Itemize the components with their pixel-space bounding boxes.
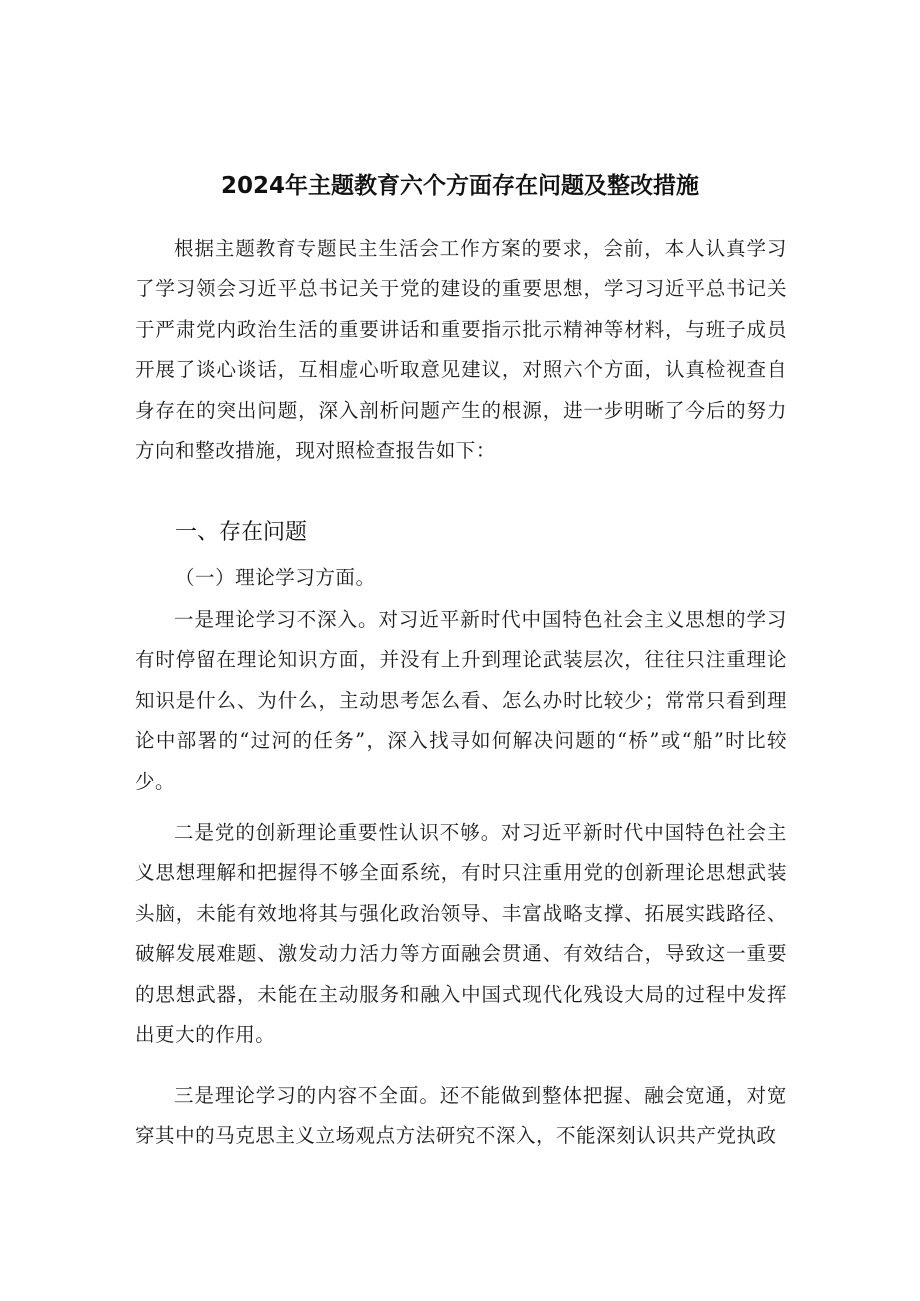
problem-paragraph-3: 三是理论学习的内容不全面。还不能做到整体把握、融会宽通，对宽穿其中的马克思主义立场观点方法研究不深入，不能深刻认识共产党执政 — [135, 1084, 787, 1148]
document-title: 2024年主题教育六个方面存在问题及整改措施 — [220, 173, 699, 199]
intro-block — [135, 229, 787, 471]
problem-paragraph-block — [135, 600, 787, 802]
problem-paragraph-block — [135, 1076, 787, 1157]
intro-paragraph: 根据主题教育专题民主生活会工作方案的要求，会前，本人认真学习了学习领会习近平总书记关于党的建设的重要思想，学习习近平总书记关于严肃党内政治生活的重要讲话和重要指示批示精神等材料，与班子成员开展了谈心谈话，互相虚心听取意见建议，对照六个方面，认真检视查自身存在的突出问题，深入剖析问题产生的根源，进一步明晰了今后的努力方向和整改措施，现对照检查报告如下： — [135, 237, 787, 463]
problem-paragraph-2: 二是党的创新理论重要性认识不够。对习近平新时代中国特色社会主义思想理解和把握得不够全面系统，有时只注重用党的创新理论思想武装头脑，未能有效地将其与强化政治领导、丰富战略支撑、拓展实践路径、破解发展难题、激发动力活力等方面融会贯通、有效结合，导致这一重要的思想武器，未能在主动服务和融入中国式现代化残设大局的过程中发挥出更大的作用。 — [135, 821, 787, 1047]
problem-paragraph-block — [135, 813, 787, 1055]
subsection-heading: （一）理论学习方面。 — [175, 566, 376, 589]
section-heading: 一、存在问题 — [175, 520, 308, 545]
problem-paragraph-1: 一是理论学习不深入。对习近平新时代中国特色社会主义思想的学习有时停留在理论知识方面，并没有上升到理论武装层次，往往只注重理论知识是什么、为什么，主动思考怎么看、怎么办时比较少；常常只看到理论中部署的“过河的任务”，深入找寻如何解决问题的“桥”或“船”时比较少。 — [135, 608, 787, 793]
